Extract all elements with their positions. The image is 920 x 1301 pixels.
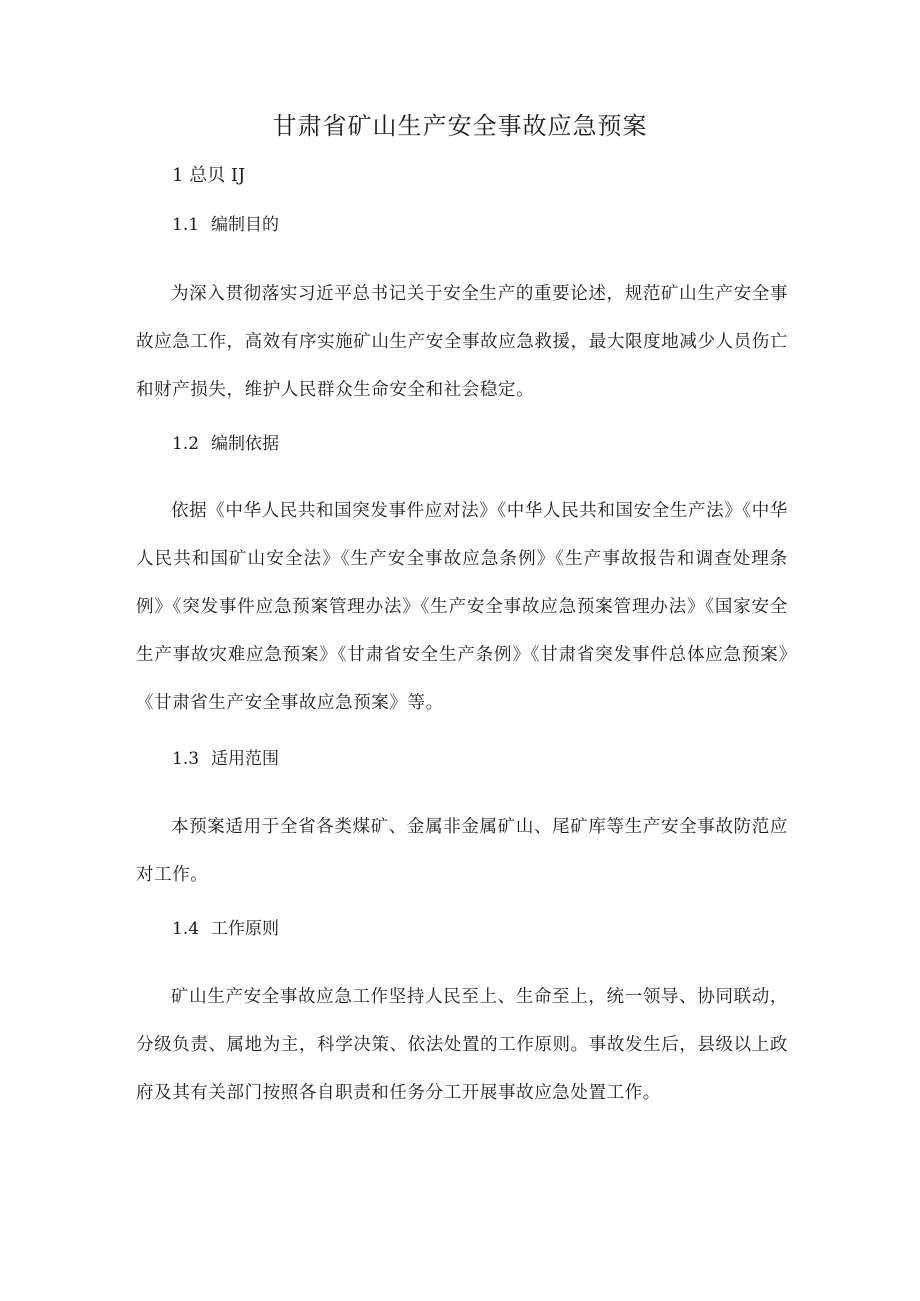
section-number: 1.2 — [172, 434, 200, 454]
section-number: 1.3 — [172, 749, 200, 769]
section-heading-1-2 — [172, 431, 279, 457]
section-heading-1-4 — [172, 916, 279, 942]
chapter-heading: 1 总贝 IJ — [172, 165, 246, 186]
section-body-1-3: 本预案适用于全省各类煤矿、金属非金属矿山、尾矿库等生产安全事故防范应对工作。 — [136, 817, 788, 885]
section-body-1-2: 依据《中华人民共和国突发事件应对法》《中华人民共和国安全生产法》《中华人民共和国矿山安全法》《生产安全事故应急条例》《生产事故报告和调查处理条例》《突发事件应急预案管理办法》《生产安全事故应急预案管理办法》《国家安全生产事故灾难应急预案》《甘肃省安全生产条例》《甘肃省突发事件总体应急预案》《甘肃省生产安全事故应急预案》等。 — [136, 501, 788, 713]
section-number: 1.1 — [172, 215, 200, 235]
section-body-1-1: 为深入贯彻落实习近平总书记关于安全生产的重要论述，规范矿山生产安全事故应急工作，高效有序实施矿山生产安全事故应急救援，最大限度地减少人员伤亡和财产损失，维护人民群众生命安全和社会稳定。 — [136, 284, 788, 400]
section-title: 工作原则 — [211, 919, 280, 939]
section-body-1-4: 矿山生产安全事故应急工作坚持人民至上、生命至上，统一领导、协同联动，分级负责、属地为主，科学决策、依法处置的工作原则。事故发生后，县级以上政府及其有关部门按照各自职责和任务分工开展事故应急处置工作。 — [136, 987, 788, 1103]
document-title: 甘肃省矿山生产安全事故应急预案 — [272, 112, 648, 140]
section-title: 编制目的 — [211, 215, 280, 235]
section-heading-1-1 — [172, 212, 279, 238]
section-number: 1.4 — [172, 919, 200, 939]
section-title: 编制依据 — [211, 434, 280, 454]
section-title: 适用范围 — [211, 749, 280, 769]
section-heading-1-3 — [172, 746, 279, 772]
